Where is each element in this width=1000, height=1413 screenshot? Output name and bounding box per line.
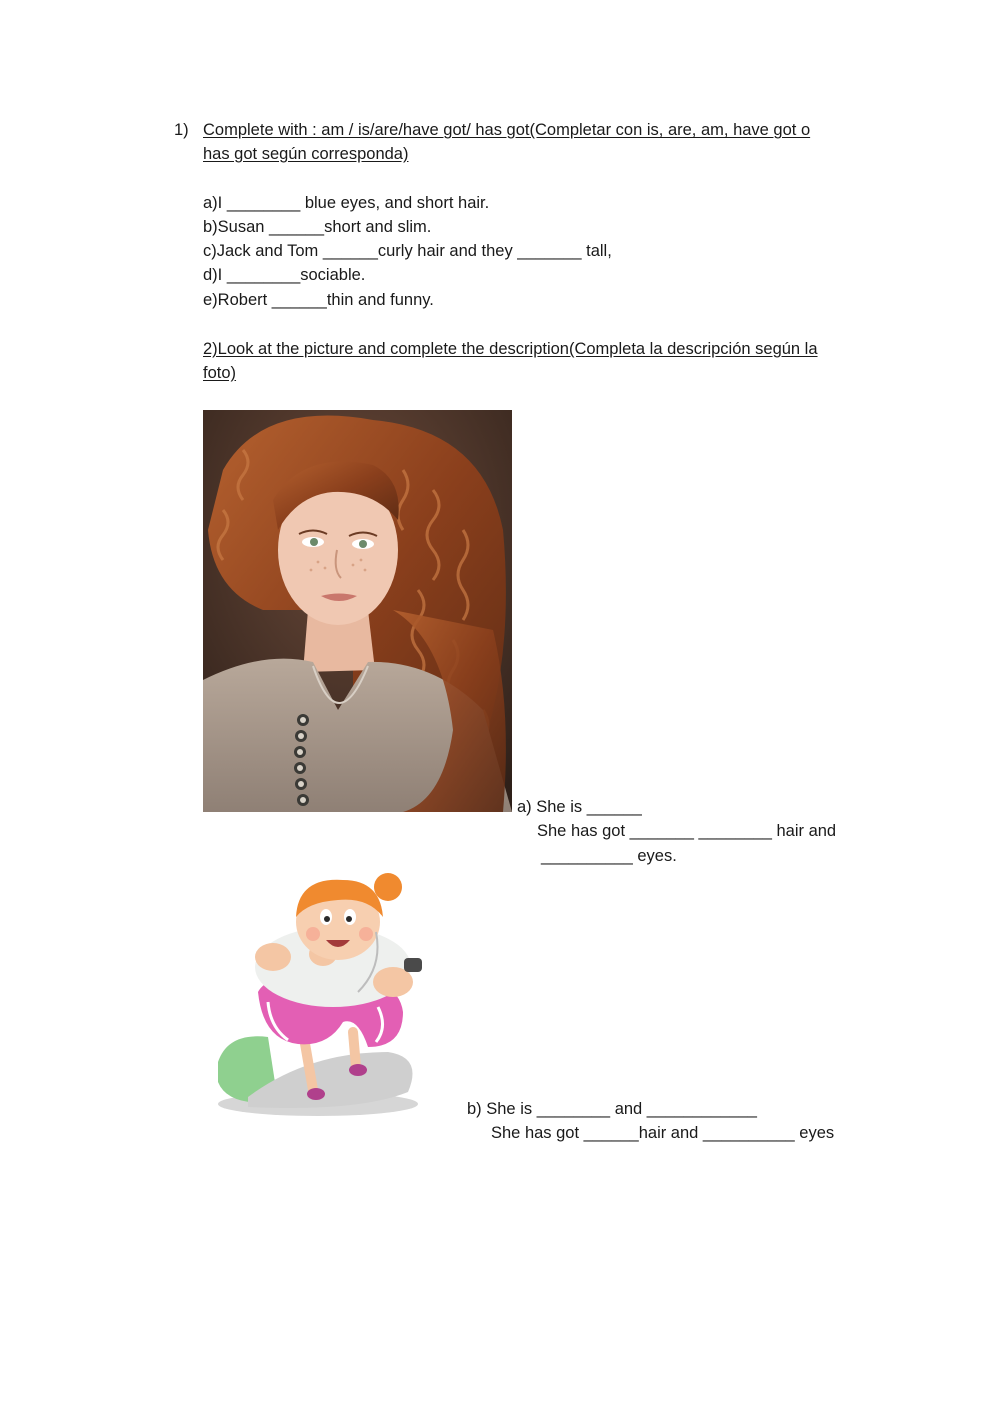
exercise1-item-b: b)Susan ______short and slim. <box>203 218 432 236</box>
jogging-cartoon-girl-illustration <box>208 862 472 1124</box>
exercise2-item-b-line2: She has got ______hair and __________ eyes <box>491 1124 835 1142</box>
exercise2-item-a-line3: __________ eyes. <box>541 847 677 865</box>
exercise2-instruction-line1: 2)Look at the picture and complete the description(Completa la descripción según la <box>203 340 818 358</box>
exercise-number: 1) <box>174 121 189 139</box>
exercise2-item-a-line1: a) She is ______ <box>517 798 642 816</box>
exercise1-item-e: e)Robert ______thin and funny. <box>203 291 434 309</box>
exercise1-instruction-line2: has got según corresponda) <box>203 145 409 163</box>
exercise1-instruction-line1: Complete with : am / is/are/have got/ has got(Completar con is, are, am, have got o <box>203 121 811 139</box>
curly-hair-woman-photo <box>203 410 512 812</box>
exercise2-item-a-line2: She has got _______ ________ hair and <box>537 822 837 840</box>
exercise2-instruction-line2: foto) <box>203 364 237 382</box>
exercise1-item-d: d)I ________sociable. <box>203 266 366 284</box>
exercise1-item-a: a)I ________ blue eyes, and short hair. <box>203 194 490 212</box>
exercise1-item-c: c)Jack and Tom ______curly hair and they _______ tall, <box>203 242 612 260</box>
exercise2-item-b-line1: b) She is ________ and ____________ <box>467 1100 757 1118</box>
